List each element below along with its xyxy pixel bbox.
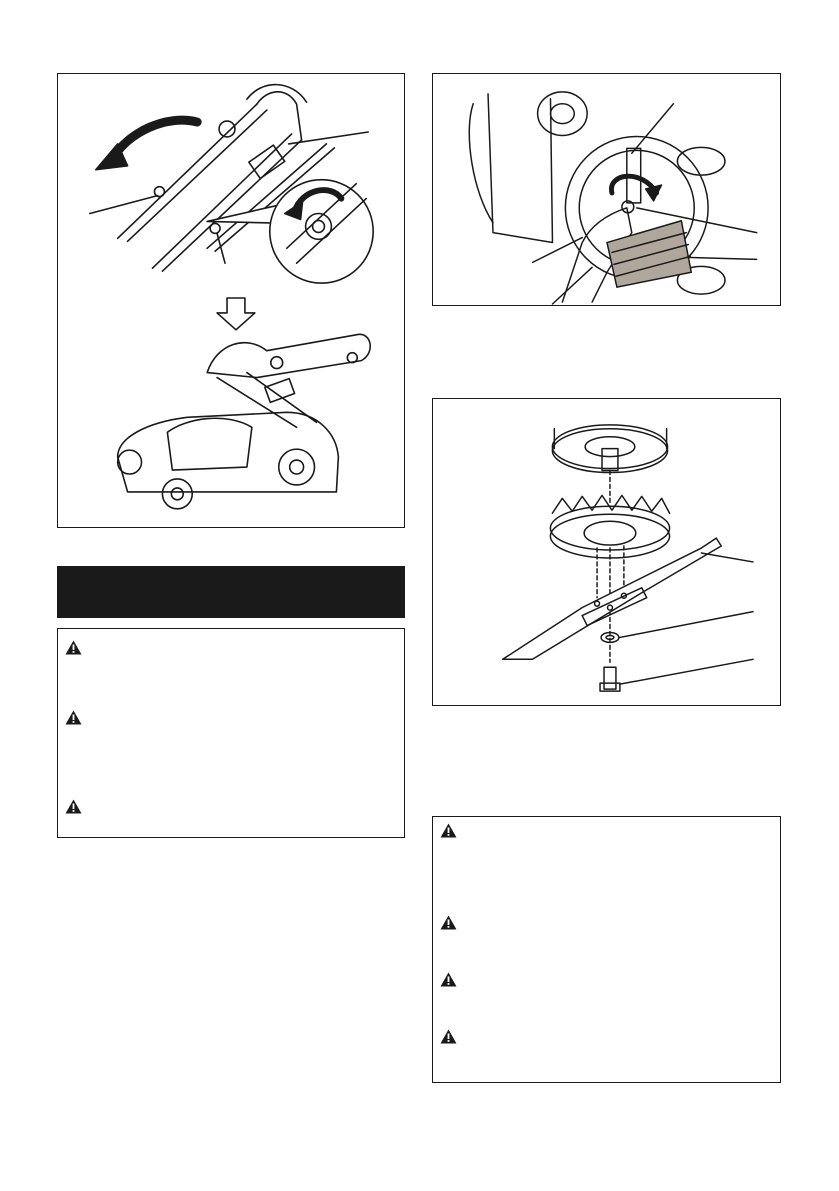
warning-triangle-icon xyxy=(440,1029,457,1044)
warning-triangle-icon xyxy=(65,710,82,725)
figure-blade-removal xyxy=(432,73,781,306)
warning-box-right xyxy=(432,816,781,1083)
warning-triangle-icon xyxy=(440,823,457,838)
warning-triangle-icon xyxy=(65,799,82,814)
warning-triangle-icon xyxy=(440,915,457,930)
section-heading-bar xyxy=(57,566,405,618)
figure-handle-fold xyxy=(57,73,405,528)
warning-triangle-icon xyxy=(440,972,457,987)
warning-triangle-icon xyxy=(65,640,82,655)
handle-fold-illustration xyxy=(58,74,404,527)
warning-box-left xyxy=(57,628,405,838)
blade-removal-illustration xyxy=(433,74,780,305)
blade-assembly-illustration xyxy=(433,399,780,705)
figure-blade-assembly xyxy=(432,398,781,706)
